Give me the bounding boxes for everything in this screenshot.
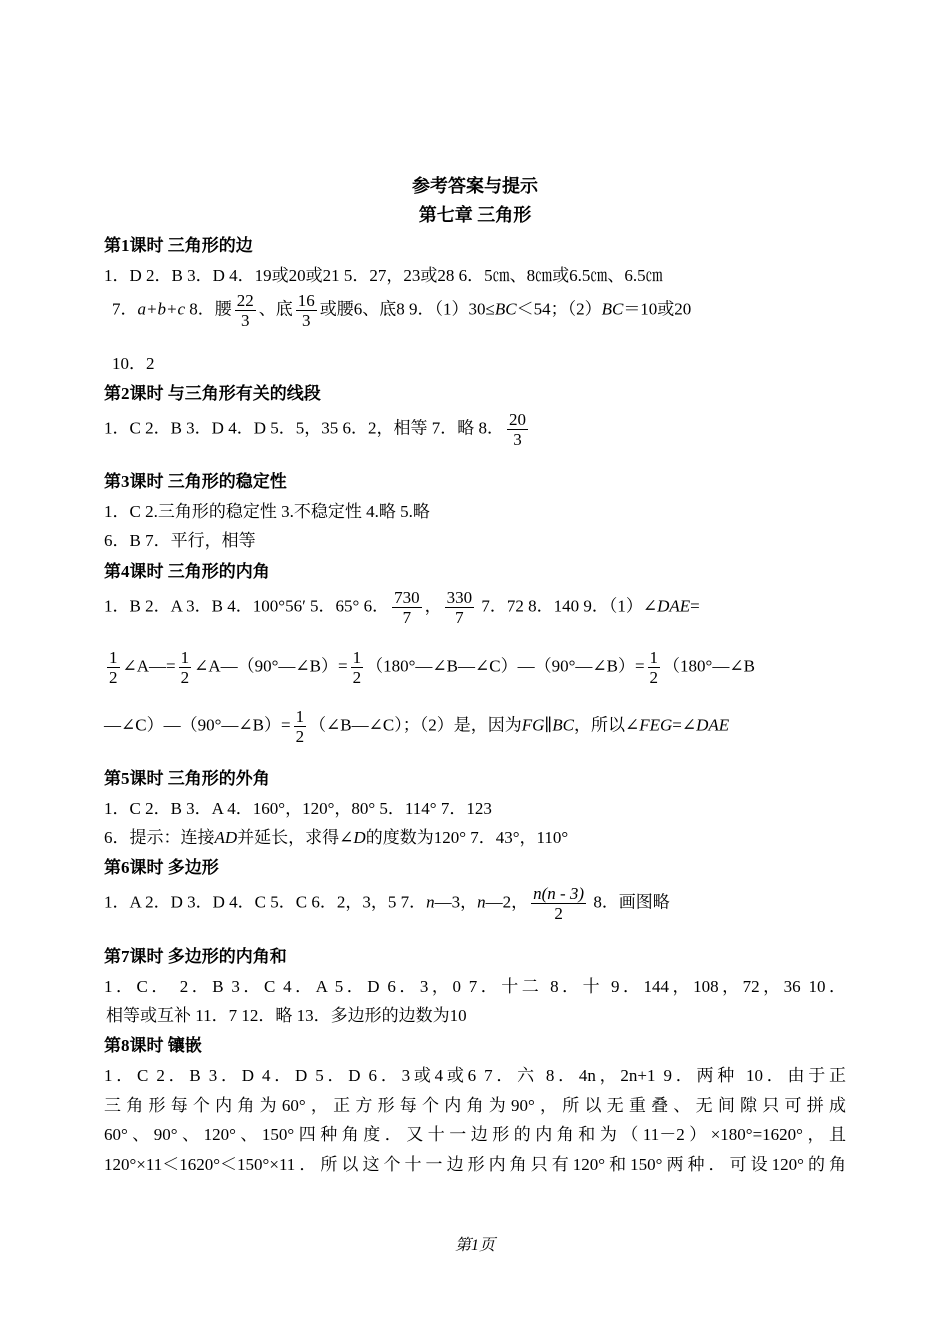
s5-line-1: 1．C 2．B 3．A 4．160°，120°，80° 5．114° 7．123 xyxy=(104,799,492,818)
section-heading-7: 第7课时 多边形的内角和 xyxy=(104,947,287,966)
s8-line-1: 1．C 2．B 3．D 4．D 5．D 6．3或4或6 7．六 8．4n，2n+1 9．两种 10．由于正 xyxy=(104,1066,846,1085)
fraction-730-7: $\frac{730}{7}$ xyxy=(394,588,420,627)
chapter-title: 第七章 三角形 xyxy=(418,205,532,225)
s1-line-1: 1．D 2．B 3．D 4．19或20或21 5．27，23或28 6．5㎝、8㎝或6.5㎝、6.5㎝ xyxy=(104,266,663,285)
s8-line-2: 三角形每个内角为60°，正方形每个内角为90°，所以无重叠、无间隙只可拼成 xyxy=(104,1096,846,1115)
s4-line-2: $\frac{1}{2}$ ∠A—= $\frac{1}{2}$ ∠A—（90°—∠B）= $\frac{1}{2}$ （180°—∠B—∠C）—（90°—∠B）= $\frac{1}{2}$ （180°—∠B xyxy=(109,648,755,687)
section-heading-2: 第2课时 与三角形有关的线段 xyxy=(104,384,321,403)
fraction-half: $\frac{1}{2}$ xyxy=(352,648,362,687)
fraction-22-3: $\frac{22}{3}$ xyxy=(236,291,254,330)
s4-line-3: —∠C）—（90°—∠B）= $\frac{1}{2}$ （∠B—∠C）；（2）是，因为FG∥BC，所以∠FEG=∠DAE xyxy=(104,707,730,746)
fraction-n-n-minus-3-over-2: $\frac{n(n - 3)}{2}$ xyxy=(533,884,585,923)
section-heading-5: 第5课时 三角形的外角 xyxy=(104,769,270,788)
s7-line-2: 相等或互补 11．7 12．略 13．多边形的边数为10 xyxy=(106,1006,467,1025)
s4-line-1: 1．B 2．A 3．B 4．100°56′ 5．65° 6． $\frac{730}{7}$ ， $\frac{330}{7}$ 7．72 8．140 9．（1）∠DAE= xyxy=(104,588,700,627)
s2-line-1: 1．C 2．B 3．D 4．D 5．5，35 6．2，相等 7．略 8． $\frac{20}{3}$ xyxy=(104,410,526,449)
section-heading-8: 第8课时 镶嵌 xyxy=(104,1036,202,1055)
s7-line-1: 1．C． 2．B 3．C 4．A 5．D 6．3，0 7．十二 8．十 9．144，108，72，36 10． xyxy=(104,977,846,996)
page-number: 第1页 xyxy=(454,1237,495,1254)
section-heading-6: 第6课时 多边形 xyxy=(104,858,219,877)
s8-line-4: 120°×11＜1620°＜150°×11．所以这个十一边形内角只有120°和150°两种．可设120°的角 xyxy=(104,1155,846,1174)
fraction-330-7: $\frac{330}{7}$ xyxy=(446,588,473,627)
fraction-20-3: $\frac{20}{3}$ xyxy=(508,410,526,449)
s6-line-1: 1．A 2．D 3．D 4．C 5．C 6．2，3，5 7．n—3，n—2， $\frac{n(n - 3)}{2}$ 8．画图略 xyxy=(104,884,670,923)
section-heading-3: 第3课时 三角形的稳定性 xyxy=(104,472,287,491)
s1-line-2: 7．a+b+c 8．腰 $\frac{22}{3}$ 、底 $\frac{16}{3}$ 或腰6、底8 9．（1）30≤BC＜54；（2）BC＝10或20 xyxy=(112,291,692,330)
page-title: 参考答案与提示 xyxy=(412,176,538,196)
fraction-half: $\frac{1}{2}$ xyxy=(649,648,659,687)
section-heading-4: 第4课时 三角形的内角 xyxy=(104,562,270,581)
s3-line-1: 1．C 2.三角形的稳定性 3.不稳定性 4.略 5.略 xyxy=(104,502,430,521)
s5-line-2: 6．提示：连接AD并延长，求得∠D的度数为120° 7．43°，110° xyxy=(104,828,569,847)
s8-line-3: 60°、90°、120°、150°四种角度．又十一边形的内角和为（11－2）×180°=1620°，且 xyxy=(104,1125,846,1144)
fraction-16-3: $\frac{16}{3}$ xyxy=(297,291,315,330)
s1-line-3: 10．2 xyxy=(112,354,155,373)
fraction-half: $\frac{1}{2}$ xyxy=(180,648,190,687)
section-heading-1: 第1课时 三角形的边 xyxy=(104,236,253,255)
s3-line-2: 6．B 7．平行，相等 xyxy=(104,531,256,550)
fraction-half: $\frac{1}{2}$ xyxy=(109,648,118,687)
fraction-half: $\frac{1}{2}$ xyxy=(295,707,305,746)
